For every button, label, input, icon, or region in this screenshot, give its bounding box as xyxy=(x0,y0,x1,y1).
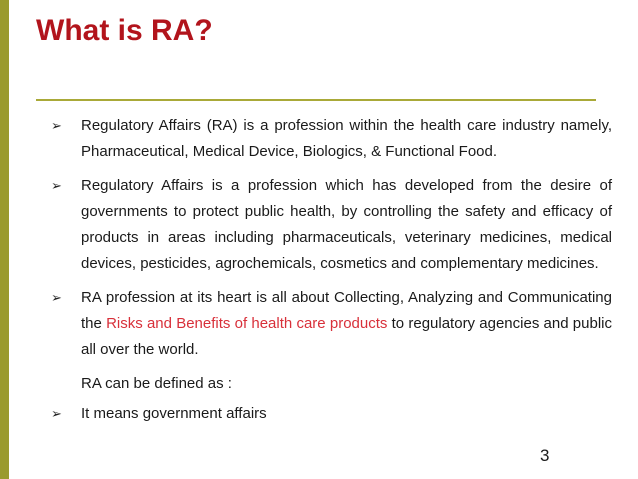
definition-line: RA can be defined as : xyxy=(81,375,232,392)
bullet-text: It means government affairs xyxy=(81,405,267,422)
bullet-text: Regulatory Affairs (RA) is a profession within the health care industry namely, Pharmaceutical, Medical Device, Biologics, & Functional Food. xyxy=(81,117,612,160)
highlight-text: Risks and Benefits of health care products xyxy=(106,315,388,332)
arrow-bullet-icon: ➢ xyxy=(51,118,62,133)
arrow-bullet-icon: ➢ xyxy=(51,406,62,421)
slide-body xyxy=(40,113,612,435)
arrow-bullet-icon: ➢ xyxy=(51,178,62,193)
bullet-text-start: RA profession at its heart is all about Collecting, Analyzing and Communicating the xyxy=(81,289,612,332)
bullet-item-3 xyxy=(40,285,612,363)
arrow-bullet-icon: ➢ xyxy=(51,290,62,305)
accent-bar xyxy=(0,0,9,479)
bullet-item-4 xyxy=(40,401,612,427)
bullet-item-1 xyxy=(40,113,612,165)
slide-title: What is RA? xyxy=(36,14,213,47)
page-number: 3 xyxy=(540,446,550,465)
bullet-text: Regulatory Affairs is a profession which has developed from the desire of governments to protect public health, by controlling the safety and efficacy of products in areas including pharmaceuticals, veterinary medicines, medical devices, pesticides, agrochemicals, cosmetics and complementary medicines. xyxy=(81,177,612,272)
title-divider xyxy=(36,99,596,101)
bullet-item-2 xyxy=(40,173,612,277)
bullet-text-end: to regulatory agencies and public all over the world. xyxy=(81,315,612,358)
